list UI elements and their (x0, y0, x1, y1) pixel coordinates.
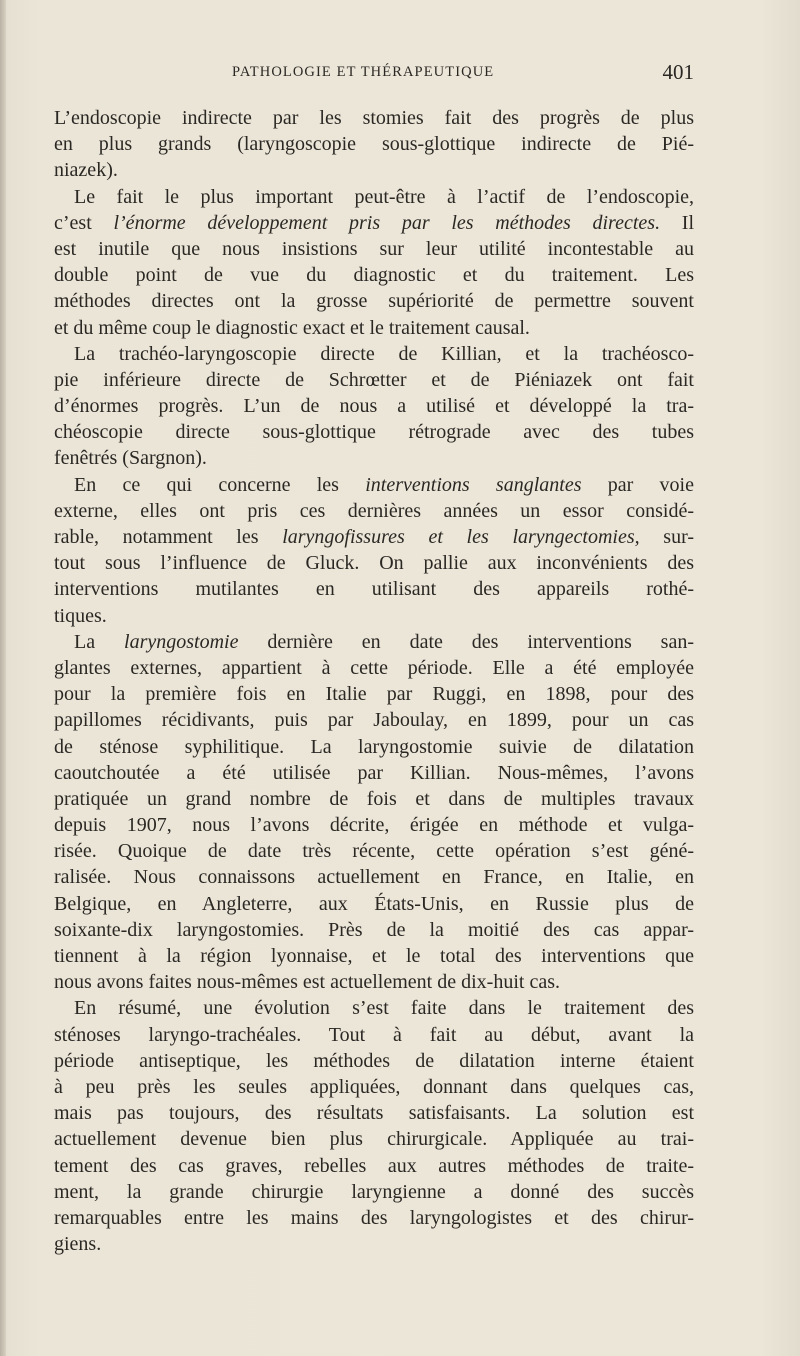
text-line: externe, elles ont pris ces dernières années un essor considé- (54, 499, 694, 522)
text-line: En résumé, une évolution s’est faite dans le traitement des (74, 997, 694, 1020)
text-line: et du même coup le diagnostic exact et le traitement causal. (54, 316, 530, 339)
text-line: de sténose syphilitique. La laryngostomie suivie de dilatation (54, 735, 694, 758)
text-line: actuellement devenue bien plus chirurgicale. Appliquée au trai- (54, 1128, 694, 1151)
text-line: tiques. (54, 604, 107, 627)
text-line: tement des cas graves, rebelles aux autres méthodes de traite- (54, 1154, 694, 1177)
text-line: c’est l’énorme développement pris par les méthodes directes. Il (54, 211, 694, 234)
text-line: risée. Quoique de date très récente, cette opération s’est géné- (54, 840, 694, 863)
text-line: pie inférieure directe de Schrœtter et de Piéniazek ont fait (54, 368, 694, 391)
text-line: chéoscopie directe sous-glottique rétrograde avec des tubes (54, 421, 694, 444)
text-line: glantes externes, appartient à cette période. Elle a été employée (54, 656, 694, 679)
running-head (54, 60, 694, 90)
text-line: nous avons faites nous-mêmes est actuellement de dix-huit cas. (54, 971, 560, 994)
text-line: La laryngostomie dernière en date des interventions san- (74, 630, 694, 653)
text-line: depuis 1907, nous l’avons décrite, érigée en méthode et vulga- (54, 814, 694, 837)
text-line: La trachéo-laryngoscopie directe de Killian, et la trachéosco- (74, 342, 694, 365)
page-gutter-shadow (0, 0, 6, 1356)
text-line: ment, la grande chirurgie laryngienne a donné des succès (54, 1180, 694, 1203)
text-line: tout sous l’influence de Gluck. On pallie aux inconvénients des (54, 552, 694, 575)
text-line: fenêtrés (Sargnon). (54, 447, 207, 470)
running-head-title: PATHOLOGIE ET THÉRAPEUTIQUE (232, 64, 495, 80)
italic-phrase: laryngofissures et les laryngectomies, (282, 526, 640, 548)
text-line: niazek). (54, 159, 118, 182)
text-line: en plus grands (laryngoscopie sous-glottique indirecte de Pié- (54, 133, 694, 156)
italic-phrase: laryngostomie (124, 630, 239, 653)
text-line: giens. (54, 1233, 102, 1256)
text-line: d’énormes progrès. L’un de nous a utilisé et développé la tra- (54, 395, 694, 418)
text-line: sténoses laryngo-trachéales. Tout à fait au début, avant la (54, 1023, 694, 1046)
text-line: rable, notamment les laryngofissures et les laryngectomies, sur- (54, 526, 694, 548)
text-line: remarquables entre les mains des laryngologistes et des chirur- (54, 1206, 694, 1229)
body-text (54, 105, 694, 1257)
text-line: Le fait le plus important peut-être à l’actif de l’endoscopie, (74, 185, 694, 208)
text-line: pour la première fois en Italie par Ruggi, en 1898, pour des (54, 683, 694, 706)
text-line: papillomes récidivants, puis par Jaboulay, en 1899, pour un cas (54, 709, 694, 732)
text-line: caoutchoutée a été utilisée par Killian. Nous-mêmes, l’avons (54, 761, 694, 784)
text-line: double point de vue du diagnostic et du traitement. Les (54, 264, 694, 287)
italic-phrase: interventions sanglantes (365, 473, 582, 496)
text-line: à peu près les seules appliquées, donnant dans quelques cas, (54, 1075, 694, 1098)
text-line: interventions mutilantes en utilisant des appareils rothé- (54, 578, 694, 601)
text-line: soixante-dix laryngostomies. Près de la moitié des cas appar- (54, 918, 694, 941)
text-line: ralisée. Nous connaissons actuellement en France, en Italie, en (54, 866, 694, 889)
page-number: 401 (662, 60, 694, 84)
italic-phrase: l’énorme développement pris par les méthodes directes. (113, 211, 661, 234)
text-line: Belgique, en Angleterre, aux États-Unis, en Russie plus de (54, 892, 694, 915)
text-line: mais pas toujours, des résultats satisfaisants. La solution est (54, 1102, 694, 1125)
text-line: pratiquée un grand nombre de fois et dans de multiples travaux (54, 787, 694, 810)
text-line: tiennent à la région lyonnaise, et le total des interventions que (54, 945, 694, 967)
text-line: est inutile que nous insistions sur leur utilité incontestable au (54, 237, 694, 260)
text-line: période antiseptique, les méthodes de dilatation interne étaient (54, 1049, 694, 1072)
text-line: méthodes directes ont la grosse supériorité de permettre souvent (54, 290, 694, 313)
text-line: En ce qui concerne les interventions sanglantes par voie (74, 473, 694, 496)
text-line: L’endoscopie indirecte par les stomies fait des progrès de plus (54, 107, 694, 129)
